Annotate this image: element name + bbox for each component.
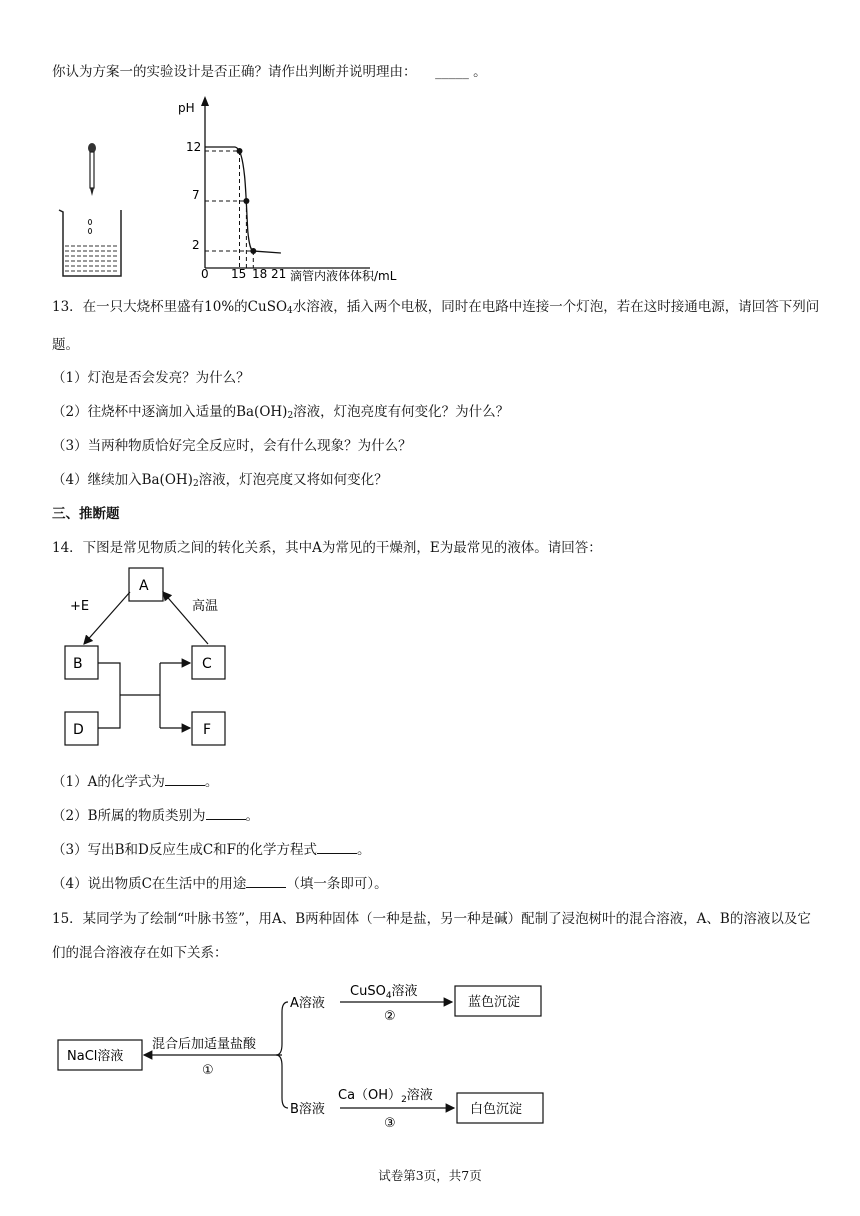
q14-sub1: （1）A的化学式为 。 (52, 770, 218, 790)
dropper-tube (90, 152, 94, 188)
blue-precipitate: 蓝色沉淀 (468, 995, 521, 1010)
x-tick-0: 0 (201, 267, 209, 281)
b-solution: B溶液 (290, 1102, 325, 1117)
q12-answer-blank[interactable]: _____ (435, 64, 469, 80)
arrow-a-to-b (84, 592, 130, 644)
mix-label: 混合后加适量盐酸 (152, 1037, 257, 1052)
node-a: A (139, 578, 149, 594)
data-point-1 (243, 198, 249, 204)
step2-label: ② (384, 1009, 396, 1024)
ph-titration-chart (170, 92, 430, 286)
page-footer: 试卷第3页，共7页 (378, 1168, 482, 1183)
node-c: C (202, 656, 212, 672)
q14-blank-4[interactable] (246, 873, 286, 888)
node-b: B (73, 656, 83, 672)
q12-prompt-line (52, 60, 487, 80)
q14-sub4: （4）说出物质C在生活中的用途 （填一条即可）。 (52, 872, 388, 892)
x-tick-15: 15 (231, 267, 247, 281)
q12-end: 。 (473, 64, 487, 80)
q14-blank-2[interactable] (206, 805, 246, 820)
q13-sub1: （1）灯泡是否会发亮？为什么？ (52, 370, 250, 386)
x-tick-18: 18 (252, 267, 268, 281)
q13-sub4: （4）继续加入$Ba(OH)_2$溶液，灯泡亮度又将如何变化？ (52, 472, 388, 489)
q14-blank-3[interactable] (317, 839, 357, 854)
q15-flow-diagram (50, 976, 560, 1136)
q13-sub3: （3）当两种物质恰好完全反应时，会有什么现象？为什么？ (52, 438, 412, 454)
cuso4-label: CuSO$_4$溶液 (350, 984, 418, 1001)
q15-stem: 15．某同学为了绘制“叶脉书签”，用A、B两种固体（一种是盐，另一种是碱）配制了浸泡树叶的混合溶液，A、B的溶液以及它们的混合溶液存在如下关系： (52, 911, 811, 961)
node-f: F (203, 722, 212, 738)
x-tick-21: 21 (271, 267, 287, 281)
caoh2-label: $Ca(OH)_2$溶液 (338, 1088, 433, 1105)
ph-curve (205, 147, 281, 253)
q13-stem: 13．在一只大烧杯里盛有10%的CuSO$_4$水溶液，插入两个电极，同时在电路中连接一个灯泡，若在这时接通电源，请回答下列问题。 (52, 299, 820, 353)
q12-prompt: 你认为方案一的实验设计是否正确？请作出判断并说明理由： (52, 64, 417, 80)
dropper-beaker-illustration (55, 140, 125, 280)
step3-label: ③ (384, 1116, 396, 1131)
q13-sub2: （2）往烧杯中逐滴加入适量的$Ba(OH)_2$溶液，灯泡亮度有何变化？为什么？ (52, 404, 510, 421)
section-heading: 三、推断题 (52, 506, 120, 522)
white-precipitate: 白色沉淀 (470, 1102, 523, 1117)
y-tick-7: 7 (192, 188, 200, 202)
q14-conversion-diagram (60, 562, 240, 754)
a-solution: A溶液 (290, 996, 325, 1011)
q14-blank-1[interactable] (165, 771, 205, 786)
y-tick-2: 2 (192, 238, 200, 252)
y-axis-arrow (201, 96, 209, 106)
q14-stem: 14．下图是常见物质之间的转化关系，其中A为常见的干燥剂，E为最常见的液体。请回答： (52, 540, 602, 556)
beaker-liquid (65, 246, 119, 271)
data-point-2 (250, 248, 256, 254)
q14-sub3: （3）写出B和D反应生成C和F的化学方程式 。 (52, 838, 371, 858)
nacl-label: NaCl溶液 (67, 1049, 124, 1064)
step1-label: ① (202, 1063, 214, 1078)
data-point-0 (237, 148, 243, 154)
label-plus-e: +E (70, 599, 90, 614)
y-axis-label: pH (178, 101, 195, 115)
dropper-tip (90, 188, 94, 196)
q14-sub2: （2）B所属的物质类别为 。 (52, 804, 259, 824)
x-axis-label: 滴管内液体体积/mL (290, 269, 397, 283)
label-high-temp: 高温 (192, 599, 219, 614)
y-tick-12: 12 (186, 140, 202, 154)
node-d: D (73, 722, 84, 738)
combine-connector (98, 663, 160, 728)
